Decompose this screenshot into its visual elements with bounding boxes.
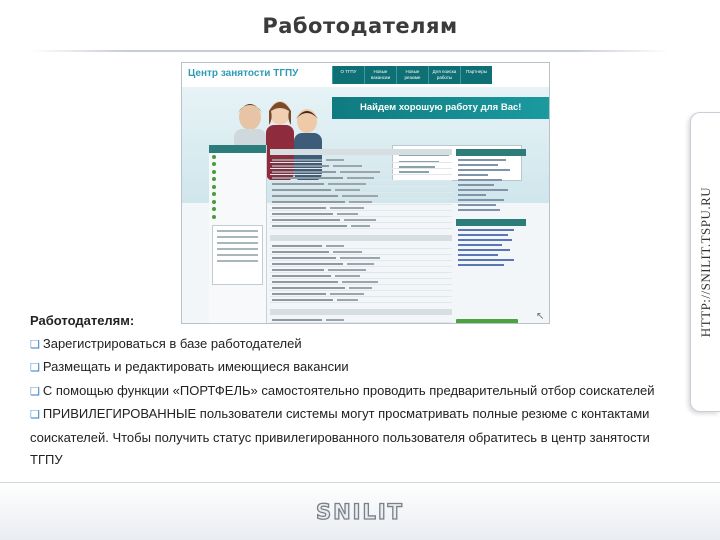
content-heading: Работодателям: — [30, 313, 135, 328]
table-cell — [272, 287, 345, 289]
table-cell — [272, 201, 345, 203]
table-cell — [344, 219, 376, 221]
table-cell — [347, 263, 374, 265]
text-line — [458, 234, 508, 236]
table-cell — [272, 159, 322, 161]
bullet-icon — [212, 177, 216, 181]
site-nav-item: Новые вакансии — [364, 66, 396, 84]
text-line — [458, 164, 498, 166]
text-line — [458, 159, 506, 161]
bullet-item — [30, 403, 685, 472]
banner-slogan: Найдем хорошую работу для Вас! — [332, 97, 550, 119]
table-cell — [272, 269, 324, 271]
text-line — [458, 174, 488, 176]
sidebar-header — [209, 145, 266, 153]
table-cell — [272, 171, 336, 173]
website-screenshot — [181, 62, 550, 324]
bullet-text: Зарегистрироваться в базе работодателей — [42, 335, 302, 351]
table-cell — [337, 213, 358, 215]
bullet-icon — [212, 162, 216, 166]
text-line — [458, 194, 486, 196]
bullet-icon — [212, 155, 216, 159]
site-header — [182, 63, 550, 87]
text-line — [458, 204, 496, 206]
bullet-text: Размещать и редактировать имеющиеся вакансии — [42, 359, 349, 374]
slide-title: Работодателям — [262, 14, 458, 38]
table-cell — [328, 183, 366, 185]
checkbox-bullet-icon: ❑ — [30, 409, 40, 421]
right-header — [456, 219, 526, 226]
bullet-icon — [212, 185, 216, 189]
table-cell — [272, 225, 347, 227]
side-tab — [690, 112, 720, 412]
sidebar-link — [209, 176, 266, 184]
sidebar-link — [209, 198, 266, 206]
site-logo: Центр занятости ТГПУ — [188, 68, 299, 79]
text-line — [217, 230, 258, 232]
sidebar-link — [209, 161, 266, 169]
table-cell — [272, 281, 338, 283]
title-divider — [30, 50, 670, 52]
table-cell — [335, 189, 360, 191]
bullet-icon — [212, 207, 216, 211]
table-cell — [340, 171, 380, 173]
table-header-bar — [270, 235, 452, 241]
table-cell — [330, 207, 364, 209]
text-line — [458, 209, 500, 211]
bullet-icon — [212, 170, 216, 174]
table-cell — [326, 159, 344, 161]
text-line — [458, 264, 504, 266]
table-cell — [272, 189, 331, 191]
table-cell — [272, 165, 329, 167]
sidebar-link — [209, 206, 266, 214]
table-cell — [342, 281, 378, 283]
content-block — [30, 310, 685, 472]
text-line — [458, 184, 494, 186]
table-cell — [340, 257, 380, 259]
text-line — [458, 254, 498, 256]
sidebar-link — [209, 183, 266, 191]
table-cell — [272, 275, 331, 277]
table-cell — [272, 195, 338, 197]
table-cell — [272, 257, 336, 259]
bullet-item — [30, 356, 685, 380]
text-line — [217, 260, 258, 262]
table-cell — [272, 207, 326, 209]
table-cell — [333, 165, 362, 167]
text-line — [458, 189, 508, 191]
site-nav-item: Новые резюме — [396, 66, 428, 84]
login-box — [212, 225, 263, 285]
text-line — [458, 239, 512, 241]
text-line — [217, 248, 258, 250]
table-cell — [351, 225, 370, 227]
right-header — [456, 149, 526, 156]
table-cell — [333, 251, 362, 253]
site-nav-item: Партнеры — [460, 66, 492, 84]
text-line — [458, 169, 510, 171]
bullet-icon — [212, 200, 216, 204]
footer — [0, 482, 720, 540]
sidebar-link — [209, 168, 266, 176]
site-main-table — [270, 149, 452, 324]
sidebar-link — [209, 153, 266, 161]
text-line — [458, 179, 502, 181]
table-cell — [272, 299, 333, 301]
sidebar-link — [209, 191, 266, 199]
text-line — [217, 236, 258, 238]
sidebar-link — [209, 213, 266, 221]
site-nav-item: О ТГПУ — [332, 66, 364, 84]
checkbox-bullet-icon: ❑ — [30, 338, 40, 351]
bullet-item — [30, 380, 685, 404]
table-cell — [330, 293, 364, 295]
footer-logo: SNILIT — [315, 500, 405, 524]
table-cell — [342, 195, 378, 197]
text-line — [458, 244, 502, 246]
table-cell — [272, 213, 333, 215]
table-cell — [272, 183, 324, 185]
text-line — [458, 259, 514, 261]
table-cell — [326, 245, 344, 247]
side-tab-url: HTTP://SNILIT.TSPU.RU — [697, 186, 713, 338]
table-cell — [347, 177, 374, 179]
table-cell — [349, 287, 372, 289]
bullet-icon — [212, 192, 216, 196]
table-cell — [272, 245, 322, 247]
site-right-column — [456, 149, 526, 324]
table-cell — [272, 177, 343, 179]
table-cell — [272, 263, 343, 265]
site-sidebar — [209, 145, 267, 324]
site-nav — [332, 66, 492, 84]
table-cell — [272, 219, 340, 221]
table-cell — [337, 299, 358, 301]
text-line — [458, 229, 514, 231]
table-cell — [328, 269, 366, 271]
text-line — [458, 249, 510, 251]
site-nav-item: Для поиска работы — [428, 66, 460, 84]
text-line — [217, 254, 258, 256]
bullet-text: С помощью функции «ПОРТФЕЛЬ» самостоятельно проводить предварительный отбор соискателей — [42, 382, 655, 398]
checkbox-bullet-icon: ❑ — [30, 362, 40, 374]
table-cell — [349, 201, 372, 203]
table-header-bar — [270, 149, 452, 155]
bullet-item — [30, 333, 685, 357]
text-line — [458, 199, 504, 201]
bullet-text: ПРИВИЛЕГИРОВАННЫЕ пользователи системы могут просматривать полные резюме с контактами соискателей. Чтобы получить статус привилегированного пользователя обратитесь в центр занятости ТГПУ — [30, 406, 650, 467]
checkbox-bullet-icon: ❑ — [30, 385, 40, 398]
table-cell — [272, 251, 329, 253]
table-cell — [335, 275, 360, 277]
table-cell — [272, 293, 326, 295]
bullet-icon — [212, 215, 216, 219]
text-line — [217, 242, 258, 244]
cursor-icon: ↖ — [536, 311, 545, 322]
